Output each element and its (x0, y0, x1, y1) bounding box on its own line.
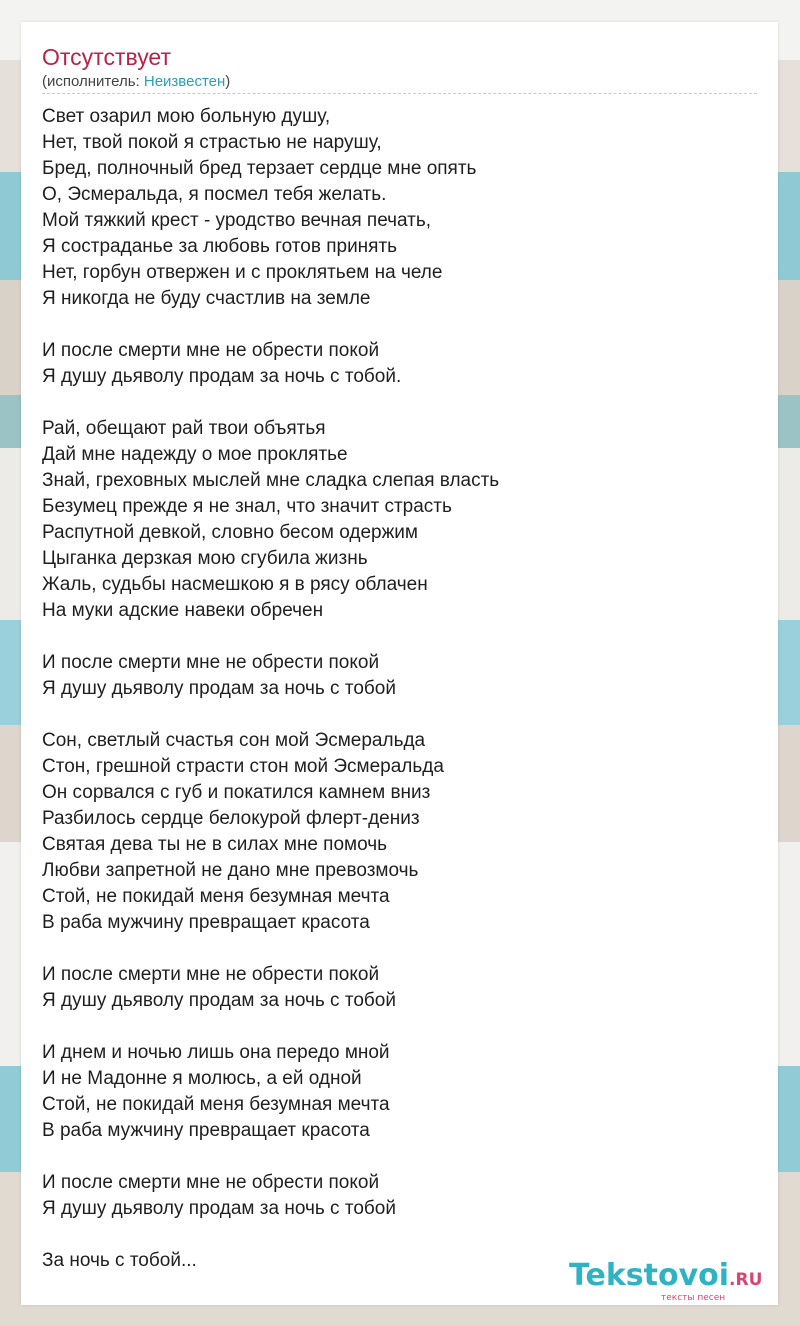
stanza-gap (42, 312, 757, 338)
lyric-line: И после смерти мне не обрести покой (42, 652, 380, 673)
lyric-line: И после смерти мне не обрести покой (42, 964, 380, 985)
lyric-line: Любви запретной не дано мне превозмочь (42, 860, 419, 881)
song-title: Отсутствует (42, 44, 171, 70)
site-logo[interactable] (569, 1258, 779, 1306)
lyric-line: И не Мадонне я молюсь, а ей одной (42, 1068, 362, 1089)
lyric-line: Жаль, судьбы насмешкою я в рясу облачен (42, 574, 428, 595)
logo-tagline: тексты песен (661, 1293, 726, 1303)
stanza-gap (42, 936, 757, 962)
logo-tld: .RU (729, 1270, 763, 1290)
lyric-line: Свет озарил мою больную душу, (42, 106, 331, 127)
lyric-line: Я состраданье за любовь готов принять (42, 236, 398, 257)
stanza-gap (42, 702, 757, 728)
lyric-line: Стой, не покидай меня безумная мечта (42, 1094, 390, 1115)
lyric-line: Он сорвался с губ и покатился камнем вниз (42, 782, 431, 803)
lyric-line: За ночь с тобой... (42, 1250, 197, 1271)
lyric-line: Нет, горбун отвержен и с проклятьем на челе (42, 262, 443, 283)
stanza-gap (42, 1222, 757, 1248)
lyric-line: Я душу дьяволу продам за ночь с тобой (42, 678, 396, 699)
stanza-gap (42, 1014, 757, 1040)
lyric-line: И после смерти мне не обрести покой (42, 340, 380, 361)
lyric-line: Рай, обещают рай твои объятья (42, 418, 326, 439)
lyric-line: Бред, полночный бред терзает сердце мне опять (42, 158, 477, 179)
lyric-line: Нет, твой покой я страстью не нарушу, (42, 132, 382, 153)
lyric-line: Безумец прежде я не знал, что значит страсть (42, 496, 452, 517)
title-divider (42, 93, 757, 94)
stanza-gap (42, 390, 757, 416)
lyric-line: Разбилось сердце белокурой флерт-дениз (42, 808, 420, 829)
lyric-line: В раба мужчину превращает красота (42, 912, 370, 933)
stanza-gap (42, 1144, 757, 1170)
lyric-line: Святая дева ты не в силах мне помочь (42, 834, 388, 855)
artist-suffix: ) (225, 73, 231, 90)
lyric-line: И после смерти мне не обрести покой (42, 1172, 380, 1193)
lyric-line: Дай мне надежду о мое проклятье (42, 444, 348, 465)
lyric-line: На муки адские навеки обречен (42, 600, 324, 621)
lyric-line: Знай, греховных мыслей мне сладка слепая власть (42, 470, 500, 491)
artist-link[interactable]: Неизвестен (143, 73, 226, 90)
lyric-line: Я душу дьяволу продам за ночь с тобой (42, 1198, 396, 1219)
lyric-line: Мой тяжкий крест - уродство вечная печать, (42, 210, 432, 231)
lyric-line: Стон, грешной страсти стон мой Эсмеральда (42, 756, 444, 777)
lyric-line: Цыганка дерзкая мою сгубила жизнь (42, 548, 368, 569)
lyric-line: В раба мужчину превращает красота (42, 1120, 370, 1141)
lyric-line: И днем и ночью лишь она передо мной (42, 1042, 390, 1063)
lyric-line: Я душу дьяволу продам за ночь с тобой. (42, 366, 402, 387)
lyrics-text (42, 104, 757, 1274)
lyric-line: Стой, не покидай меня безумная мечта (42, 886, 390, 907)
lyric-line: Распутной девкой, словно бесом одержим (42, 522, 418, 543)
lyric-line: О, Эсмеральда, я посмел тебя желать. (42, 184, 387, 205)
stanza-gap (42, 624, 757, 650)
lyric-line: Я никогда не буду счастлив на земле (42, 288, 371, 309)
artist-prefix: (исполнитель: (42, 73, 144, 90)
logo-name: Tekstovoi (569, 1258, 730, 1293)
lyric-line: Сон, светлый счастья сон мой Эсмеральда (42, 730, 426, 751)
artist-line (42, 72, 230, 92)
lyric-line: Я душу дьяволу продам за ночь с тобой (42, 990, 396, 1011)
lyrics-card (21, 22, 778, 1305)
